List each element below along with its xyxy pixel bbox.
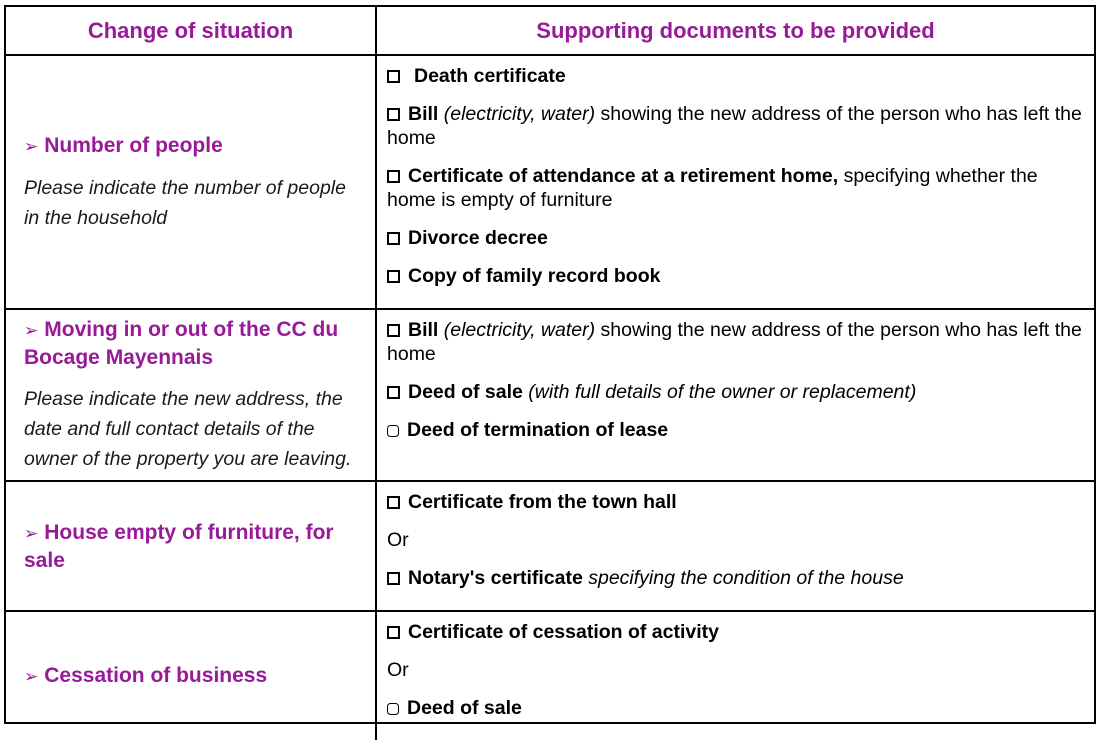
table-row: [6, 310, 1094, 482]
document-text-segment: Certificate of cessation of activity: [408, 621, 720, 643]
column-header-situation: Change of situation: [6, 7, 377, 54]
checkbox-icon: [387, 703, 399, 715]
documents-cell: [377, 612, 1094, 740]
document-text-segment: Deed of sale: [407, 697, 522, 719]
document-text-segment: showing the new address of the person who has left the home: [387, 319, 1082, 365]
document-text-segment: Certificate of attendance at a retirement home,: [408, 165, 839, 187]
document-item: [387, 490, 1084, 514]
situation-title: [24, 519, 363, 574]
table-row: [6, 56, 1094, 310]
situation-title-text: House empty of furniture, for sale: [24, 520, 334, 572]
documents-table: [4, 5, 1096, 724]
situation-cell: [6, 612, 377, 740]
document-text-segment: Bill: [408, 319, 444, 341]
checkbox-icon: [387, 386, 400, 399]
table-row: [6, 482, 1094, 612]
situation-title: [24, 132, 363, 160]
checkbox-icon: [387, 496, 400, 509]
document-text-segment: Or: [387, 529, 409, 551]
checkbox-icon: [387, 232, 400, 245]
document-item: [387, 696, 1084, 720]
document-text-segment: specifying whether the home is empty of furniture: [387, 165, 1038, 211]
column-header-documents: Supporting documents to be provided: [536, 17, 935, 43]
document-text-segment: Or: [387, 659, 409, 681]
checkbox-icon: [387, 425, 399, 437]
document-text-segment: Divorce decree: [408, 227, 548, 249]
situation-cell: [6, 310, 377, 480]
situation-title: [24, 316, 363, 371]
document-text-segment: (electricity, water): [443, 319, 596, 341]
document-item: [387, 380, 1084, 404]
arrow-bullet-icon: ➢: [24, 667, 39, 686]
checkbox-icon: [387, 70, 400, 83]
or-separator: [387, 528, 1084, 552]
document-item: [387, 64, 1084, 88]
document-item: [387, 164, 1084, 212]
situation-cell: [6, 56, 377, 308]
situation-note: Please indicate the number of people in the household: [24, 176, 346, 229]
document-text-segment: Deed of termination of lease: [407, 419, 669, 441]
situation-note: Please indicate the new address, the date and full contact details of the owner of the property you are leaving.: [24, 388, 352, 470]
document-text-segment: Notary's certificate: [408, 567, 589, 589]
table-header-row: [6, 7, 1094, 56]
checkbox-icon: [387, 270, 400, 283]
arrow-bullet-icon: ➢: [24, 321, 39, 340]
document-text-segment: (electricity, water): [443, 103, 596, 125]
table-row: [6, 612, 1094, 740]
document-item: [387, 226, 1084, 250]
table-body: [6, 56, 1094, 740]
document-text-segment: showing the new address of the person who has left the home: [387, 103, 1082, 149]
document-item: [387, 566, 1084, 590]
situation-title: [24, 662, 363, 690]
document-item: [387, 102, 1084, 150]
document-item: [387, 620, 1084, 644]
documents-cell: [377, 482, 1094, 610]
document-item: [387, 418, 1084, 442]
document-text-segment: Certificate from the town hall: [408, 491, 677, 513]
checkbox-icon: [387, 170, 400, 183]
arrow-bullet-icon: ➢: [24, 136, 39, 156]
document-item: [387, 264, 1084, 288]
situation-cell: [6, 482, 377, 610]
documents-cell: [377, 56, 1094, 308]
document-text-segment: Copy of family record book: [408, 265, 661, 287]
document-text-segment: specifying the condition of the house: [588, 567, 904, 589]
or-separator: [387, 658, 1084, 682]
situation-title-text: Number of people: [44, 133, 223, 157]
document-text-segment: (with full details of the owner or replacement): [528, 381, 917, 403]
situation-title-text: Moving in or out of the CC du Bocage Mayennais: [24, 318, 339, 369]
checkbox-icon: [387, 626, 400, 639]
document-text-segment: Death certificate: [414, 65, 566, 87]
arrow-bullet-icon: ➢: [24, 523, 39, 543]
checkbox-icon: [387, 108, 400, 121]
document-text-segment: Deed of sale: [408, 381, 529, 403]
checkbox-icon: [387, 324, 400, 337]
situation-title-text: Cessation of business: [44, 664, 268, 687]
document-text-segment: Bill: [408, 103, 444, 125]
documents-cell: [377, 310, 1094, 480]
document-item: [387, 318, 1084, 366]
checkbox-icon: [387, 572, 400, 585]
